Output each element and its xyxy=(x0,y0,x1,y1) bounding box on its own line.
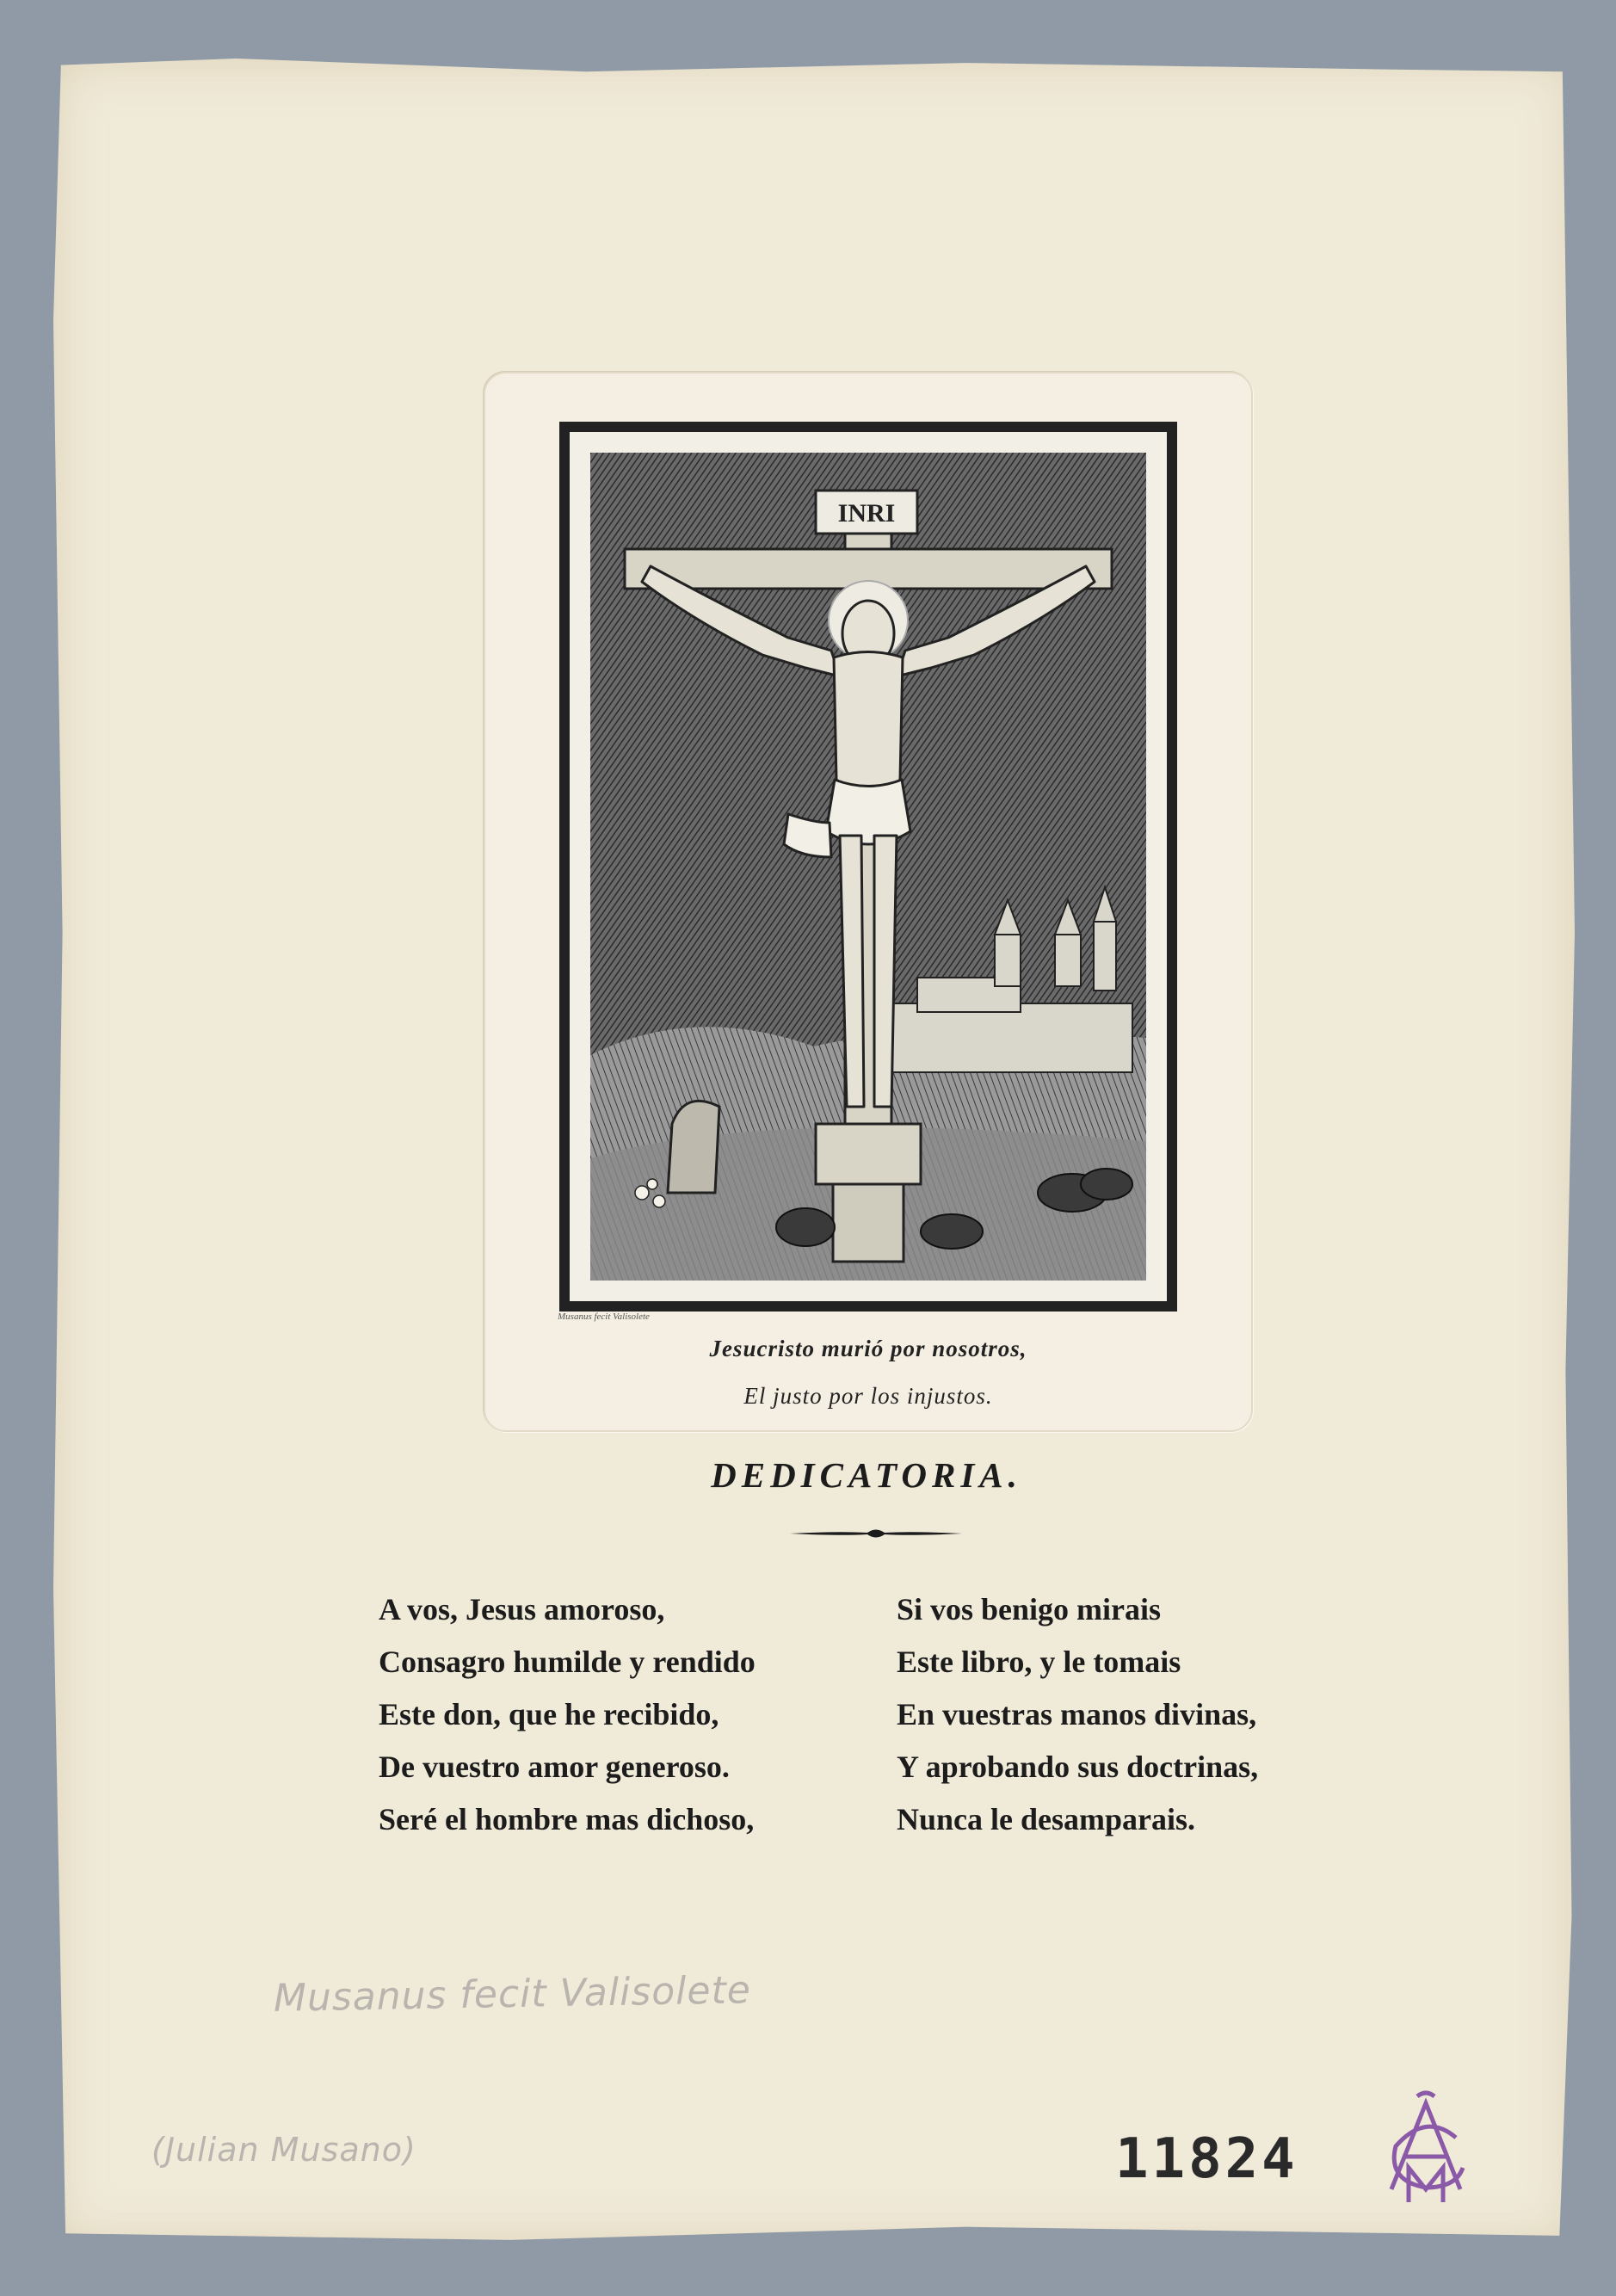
poem-line: A vos, Jesus amoroso, xyxy=(379,1592,665,1626)
ornament-rule xyxy=(788,1523,964,1544)
poem-left-column xyxy=(379,1583,756,1846)
poem-line: Consagro humilde y rendido xyxy=(379,1645,756,1679)
pencil-attribution: (Julian Musano) xyxy=(151,2131,416,2169)
page-title: DEDICATORIA. xyxy=(711,1455,1022,1495)
crucifixion-illustration xyxy=(590,453,1146,1281)
catalog-number: 11824 xyxy=(1115,2127,1298,2191)
poem-line: En vuestras manos divinas, xyxy=(897,1697,1257,1731)
poem-line: Este libro, y le tomais xyxy=(897,1645,1181,1679)
crucifixion-engraving xyxy=(590,453,1146,1281)
pencil-note: Musanus fecit Valisolete xyxy=(273,1968,752,2021)
engraving-frame xyxy=(559,422,1177,1312)
poem-line: Este don, que he recibido, xyxy=(379,1697,719,1731)
poem-line: De vuestro amor generoso. xyxy=(379,1750,730,1784)
engraving-caption-line2: El justo por los injustos. xyxy=(743,1383,993,1409)
engraving-caption-line1: Jesucristo murió por nosotros, xyxy=(709,1336,1027,1361)
poem-line: Y aprobando sus doctrinas, xyxy=(897,1750,1259,1784)
titulus-inri: INRI xyxy=(837,499,896,528)
poem-line: Si vos benigo mirais xyxy=(897,1592,1162,1626)
poem-line: Seré el hombre mas dichoso, xyxy=(379,1802,755,1836)
poem-line: Nunca le desamparais. xyxy=(897,1802,1196,1836)
collection-stamp-icon xyxy=(1370,2086,1482,2212)
poem-right-column xyxy=(897,1583,1258,1846)
engraver-credit: Musanus fecit Valisolete xyxy=(558,1312,650,1322)
